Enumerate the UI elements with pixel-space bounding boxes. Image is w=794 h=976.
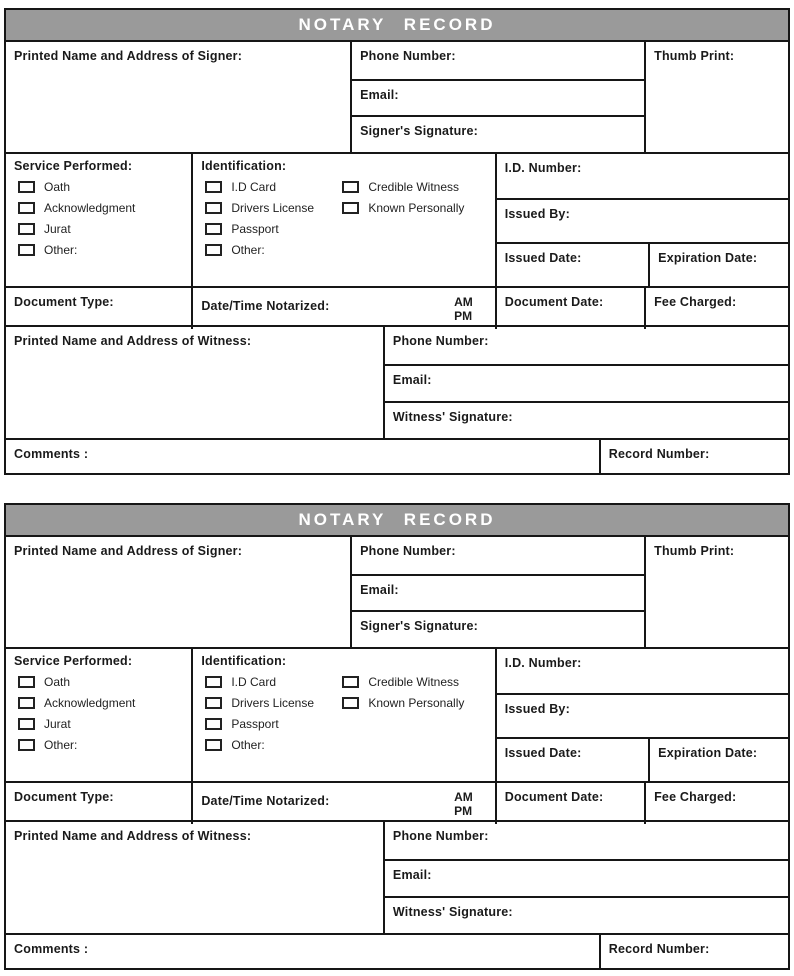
id-option-passport (205, 222, 338, 236)
id-option-card (205, 180, 338, 194)
service-performed-label: Service Performed: (14, 159, 133, 173)
checkbox-known-personally[interactable] (342, 697, 359, 709)
checkbox-credible-witness[interactable] (342, 181, 359, 193)
comments-label: Comments : (14, 447, 89, 461)
checkbox-acknowledgment[interactable] (18, 202, 35, 214)
document-date-label: Document Date: (504, 790, 604, 804)
id-details-column (495, 154, 788, 286)
signer-signature-label: Signer's Signature: (360, 619, 478, 634)
expiration-date-label: Expiration Date: (658, 251, 758, 265)
witness-phone-label: Phone Number: (392, 829, 489, 843)
am-label: AM (454, 295, 473, 309)
checkbox-passport[interactable] (205, 223, 222, 235)
checkbox-credible-witness[interactable] (342, 676, 359, 688)
acknowledgment-label: Acknowledgment (44, 696, 136, 710)
service-identification-section (6, 152, 788, 286)
datetime-notarized-label: Date/Time Notarized: (201, 299, 330, 313)
id-other-label: Other: (231, 738, 265, 752)
form-title: NOTARY RECORD (298, 15, 496, 34)
signer-phone-label: Phone Number: (360, 49, 456, 63)
id-card-label: I.D Card (231, 180, 277, 194)
fee-charged-label: Fee Charged: (654, 790, 737, 804)
id-option-other (205, 738, 338, 752)
service-option-oath (18, 675, 183, 689)
signer-section (6, 537, 788, 647)
comments-section (6, 933, 788, 968)
service-performed-cell (6, 154, 191, 286)
witness-signature-cell (385, 401, 788, 438)
issued-by-label: Issued By: (504, 207, 570, 221)
fee-charged-cell (644, 288, 788, 329)
comments-cell (6, 935, 599, 968)
id-number-label: I.D. Number: (504, 656, 582, 670)
issued-date-cell (497, 739, 648, 781)
service-identification-section (6, 647, 788, 781)
service-option-jurat (18, 717, 183, 731)
jurat-label: Jurat (44, 222, 71, 236)
signer-phone-cell (352, 42, 644, 79)
document-type-label: Document Type: (14, 790, 114, 804)
checkbox-id-card[interactable] (205, 181, 222, 193)
thumb-print-cell (644, 537, 788, 647)
id-option-card (205, 675, 338, 689)
datetime-notarized-label: Date/Time Notarized: (201, 794, 330, 808)
checkbox-id-card[interactable] (205, 676, 222, 688)
signer-email-cell (352, 574, 644, 611)
notary-record-form (4, 8, 790, 475)
record-number-label: Record Number: (608, 447, 710, 461)
witness-phone-label: Phone Number: (392, 334, 489, 348)
signer-name-cell (6, 42, 350, 152)
checkbox-oath[interactable] (18, 676, 35, 688)
witness-name-label: Printed Name and Address of Witness: (14, 829, 252, 843)
issued-by-cell (497, 198, 788, 242)
checkbox-passport[interactable] (205, 718, 222, 730)
service-other-label: Other: (44, 243, 78, 257)
thumb-print-cell (644, 42, 788, 152)
identification-column-1 (201, 180, 338, 264)
passport-label: Passport (231, 717, 279, 731)
witness-phone-cell (385, 327, 788, 364)
checkbox-id-other[interactable] (205, 244, 222, 256)
dates-row (497, 737, 788, 781)
witness-name-label: Printed Name and Address of Witness: (14, 334, 252, 348)
identification-options (201, 180, 486, 264)
thumb-print-label: Thumb Print: (654, 544, 735, 558)
document-date-cell (495, 288, 644, 329)
id-option-known-personally (342, 696, 486, 710)
checkbox-oath[interactable] (18, 181, 35, 193)
datetime-notarized-cell (191, 288, 494, 329)
signer-phone-cell (352, 537, 644, 574)
checkbox-drivers-license[interactable] (205, 202, 222, 214)
checkbox-jurat[interactable] (18, 718, 35, 730)
signer-signature-cell (352, 115, 644, 152)
id-number-label: I.D. Number: (504, 161, 582, 175)
signer-section (6, 42, 788, 152)
signer-email-cell (352, 79, 644, 116)
jurat-label: Jurat (44, 717, 71, 731)
checkbox-id-other[interactable] (205, 739, 222, 751)
witness-signature-cell (385, 896, 788, 933)
checkbox-jurat[interactable] (18, 223, 35, 235)
service-option-acknowledgment (18, 696, 183, 710)
id-option-other (205, 243, 338, 257)
signer-email-label: Email: (360, 87, 399, 102)
document-type-cell (6, 288, 191, 329)
document-type-label: Document Type: (14, 295, 114, 309)
credible-witness-label: Credible Witness (368, 675, 460, 689)
witness-signature-label: Witness' Signature: (392, 410, 513, 424)
checkbox-drivers-license[interactable] (205, 697, 222, 709)
am-label: AM (454, 790, 473, 804)
issued-by-label: Issued By: (504, 702, 570, 716)
record-number-cell (599, 935, 788, 968)
document-type-cell (6, 783, 191, 824)
id-other-label: Other: (231, 243, 265, 257)
witness-phone-cell (385, 822, 788, 859)
identification-column-2 (338, 675, 486, 759)
record-number-label: Record Number: (608, 942, 710, 956)
known-personally-label: Known Personally (368, 696, 465, 710)
service-option-oath (18, 180, 183, 194)
id-option-credible-witness (342, 675, 486, 689)
comments-section (6, 438, 788, 473)
expiration-date-cell (648, 244, 788, 286)
signer-name-label: Printed Name and Address of Signer: (14, 49, 243, 63)
drivers-license-label: Drivers License (231, 696, 315, 710)
form-header (6, 10, 788, 42)
signer-signature-label: Signer's Signature: (360, 124, 478, 139)
id-option-credible-witness (342, 180, 486, 194)
acknowledgment-label: Acknowledgment (44, 201, 136, 215)
service-other-label: Other: (44, 738, 78, 752)
drivers-license-label: Drivers License (231, 201, 315, 215)
fee-charged-label: Fee Charged: (654, 295, 737, 309)
datetime-notarized-cell (191, 783, 494, 824)
checkbox-service-other[interactable] (18, 244, 35, 256)
witness-section (6, 820, 788, 933)
witness-name-cell (6, 327, 383, 438)
record-number-cell (599, 440, 788, 473)
witness-name-cell (6, 822, 383, 933)
credible-witness-label: Credible Witness (368, 180, 460, 194)
known-personally-label: Known Personally (368, 201, 465, 215)
identification-column-2 (338, 180, 486, 264)
identification-label: Identification: (201, 654, 287, 668)
identification-cell (191, 154, 494, 286)
identification-label: Identification: (201, 159, 287, 173)
thumb-print-label: Thumb Print: (654, 49, 735, 63)
checkbox-service-other[interactable] (18, 739, 35, 751)
identification-column-1 (201, 675, 338, 759)
id-card-label: I.D Card (231, 675, 277, 689)
identification-options (201, 675, 486, 759)
issued-date-label: Issued Date: (504, 251, 582, 265)
witness-signature-label: Witness' Signature: (392, 905, 513, 919)
signer-contact-column (350, 537, 644, 647)
am-pm-label (454, 293, 487, 324)
issued-date-cell (497, 244, 648, 286)
identification-cell (191, 649, 494, 781)
document-date-label: Document Date: (504, 295, 604, 309)
checkbox-acknowledgment[interactable] (18, 697, 35, 709)
checkbox-known-personally[interactable] (342, 202, 359, 214)
expiration-date-label: Expiration Date: (658, 746, 758, 760)
signer-email-label: Email: (360, 582, 399, 597)
witness-email-cell (385, 859, 788, 896)
signer-name-cell (6, 537, 350, 647)
id-number-cell (497, 649, 788, 693)
fee-charged-cell (644, 783, 788, 824)
id-option-drivers-license (205, 696, 338, 710)
service-performed-label: Service Performed: (14, 654, 133, 668)
issued-date-label: Issued Date: (504, 746, 582, 760)
id-details-column (495, 649, 788, 781)
am-pm-label (454, 788, 487, 819)
document-section (6, 286, 788, 325)
service-option-acknowledgment (18, 201, 183, 215)
pm-label: PM (454, 803, 473, 818)
witness-contact-column (383, 327, 788, 438)
signer-name-label: Printed Name and Address of Signer: (14, 544, 243, 558)
witness-email-label: Email: (392, 373, 432, 387)
form-title: NOTARY RECORD (298, 510, 496, 529)
witness-contact-column (383, 822, 788, 933)
service-option-other (18, 243, 183, 257)
oath-label: Oath (44, 180, 71, 194)
service-option-other (18, 738, 183, 752)
dates-row (497, 242, 788, 286)
witness-email-label: Email: (392, 868, 432, 882)
id-option-drivers-license (205, 201, 338, 215)
passport-label: Passport (231, 222, 279, 236)
form-header (6, 505, 788, 537)
signer-signature-cell (352, 610, 644, 647)
document-date-cell (495, 783, 644, 824)
document-section (6, 781, 788, 820)
id-option-passport (205, 717, 338, 731)
witness-section (6, 325, 788, 438)
witness-email-cell (385, 364, 788, 401)
service-option-jurat (18, 222, 183, 236)
notary-record-form (4, 503, 790, 970)
comments-label: Comments : (14, 942, 89, 956)
id-number-cell (497, 154, 788, 198)
pm-label: PM (454, 308, 473, 323)
signer-contact-column (350, 42, 644, 152)
oath-label: Oath (44, 675, 71, 689)
expiration-date-cell (648, 739, 788, 781)
issued-by-cell (497, 693, 788, 737)
signer-phone-label: Phone Number: (360, 544, 456, 558)
comments-cell (6, 440, 599, 473)
service-performed-cell (6, 649, 191, 781)
id-option-known-personally (342, 201, 486, 215)
